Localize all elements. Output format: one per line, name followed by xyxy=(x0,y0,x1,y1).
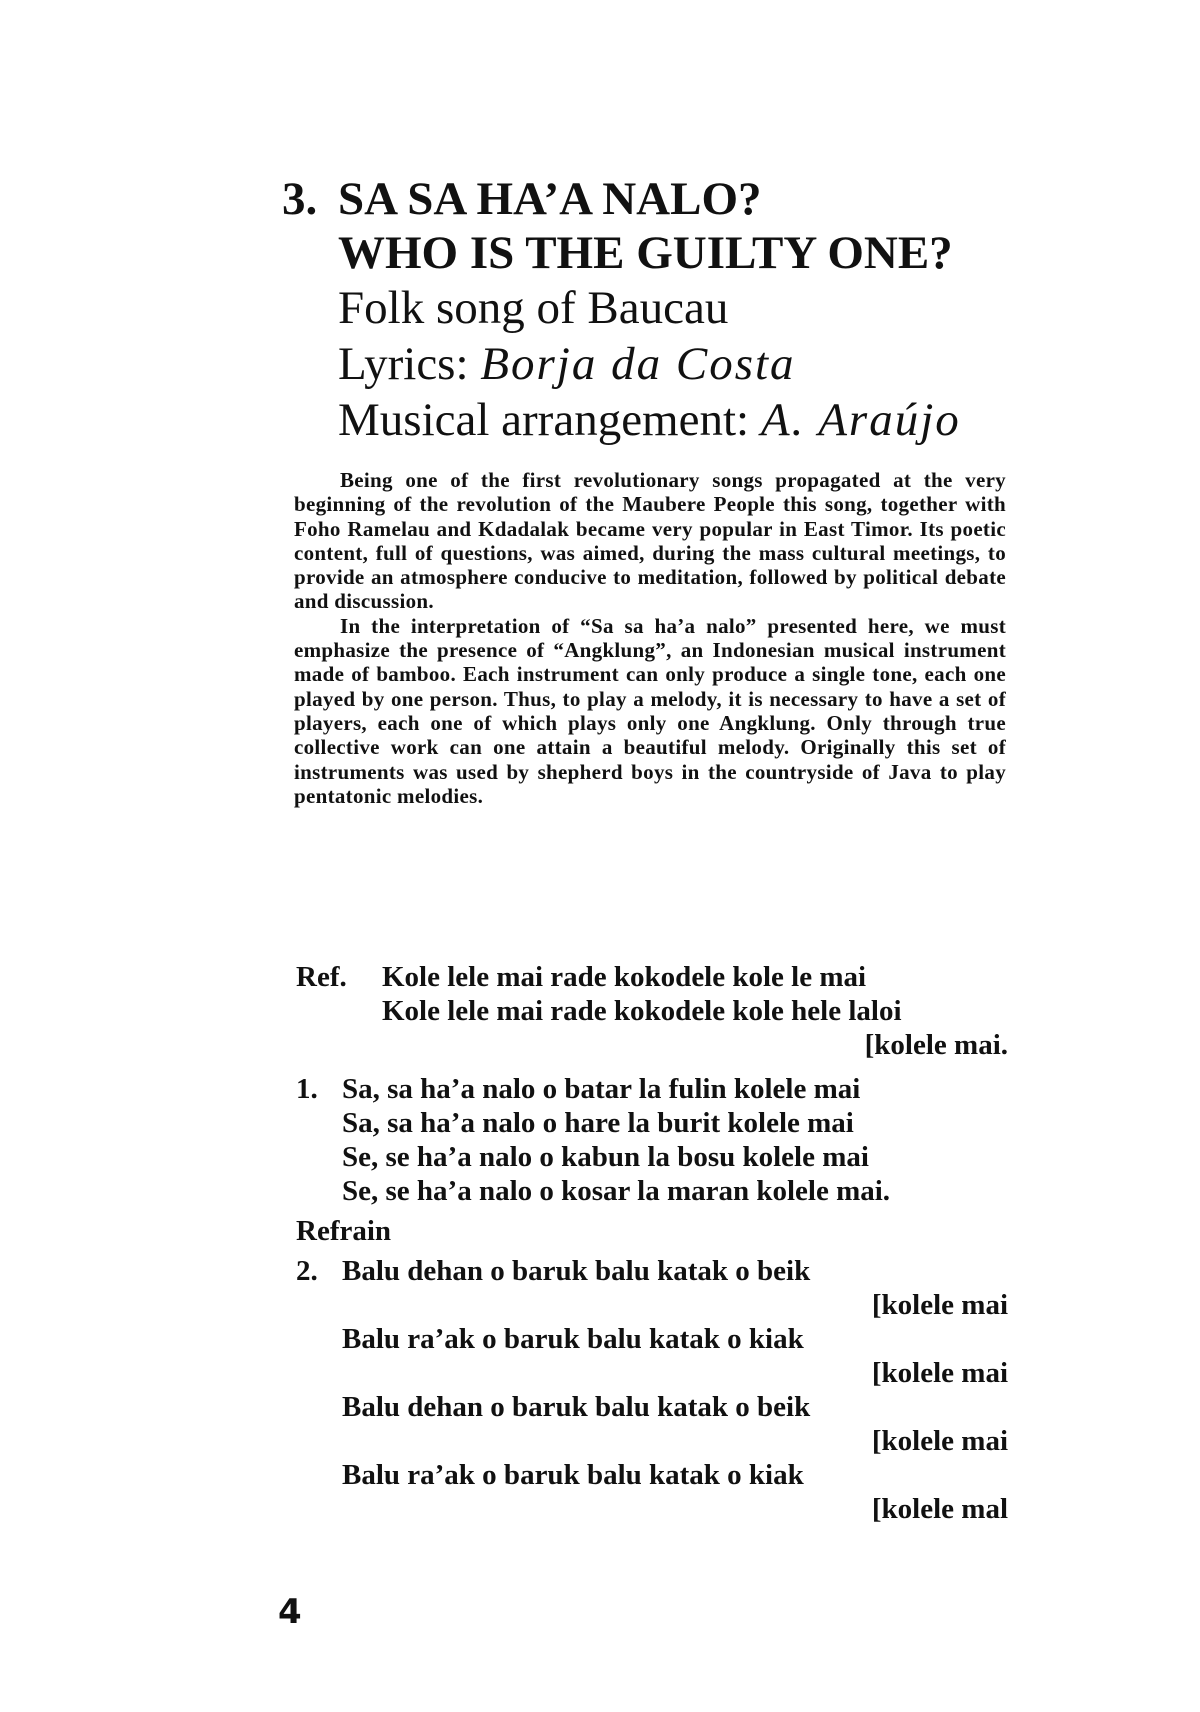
lyric-continuation: [kolele mal xyxy=(871,1493,1008,1525)
lyric-continuation: [kolele mai. xyxy=(864,1029,1008,1061)
song-origin: Folk song of Baucau xyxy=(338,282,729,334)
song-lyrics xyxy=(296,960,1008,1526)
lyric-line: Balu ra’ak o baruk balu katak o kiak xyxy=(342,1459,804,1491)
lyric-continuation: [kolele mai xyxy=(871,1357,1008,1389)
lyric-line: Sa, sa ha’a nalo o batar la fulin kolele mai xyxy=(342,1073,861,1105)
page-number: 4 xyxy=(278,1592,302,1632)
lyric-continuation: [kolele mai xyxy=(871,1425,1008,1457)
lyric-continuation: [kolele mai xyxy=(871,1289,1008,1321)
verse-2 xyxy=(296,1254,1008,1526)
verse-number: 1. xyxy=(296,1073,318,1105)
song-number: 3. xyxy=(282,173,318,225)
lyrics-credit-label: Lyrics: xyxy=(338,338,481,390)
lyric-line: Kole lele mai rade kokodele kole le mai xyxy=(382,961,867,993)
refrain-label: Ref. xyxy=(296,961,347,993)
lyric-line: Balu dehan o baruk balu katak o beik xyxy=(342,1391,811,1423)
arrangement-credit-author: A. Araújo xyxy=(760,394,961,446)
verse-number: 2. xyxy=(296,1255,318,1287)
refrain-block xyxy=(296,960,1008,1062)
refrain-marker: Refrain xyxy=(296,1215,392,1247)
lyric-line: Balu dehan o baruk balu katak o beik xyxy=(342,1255,811,1287)
song-heading xyxy=(282,172,1122,448)
lyrics-credit xyxy=(338,336,1122,392)
lyrics-credit-author: Borja da Costa xyxy=(480,338,796,390)
song-title-translation: WHO IS THE GUILTY ONE? xyxy=(338,227,953,279)
verse-1 xyxy=(296,1072,1008,1208)
intro-text xyxy=(294,468,1006,808)
song-title: SA SA HA’A NALO? xyxy=(338,173,762,225)
intro-paragraph: Being one of the first revolutionary songs propagated at the very beginning of the revolution of the Maubere People this song, together with Foho Ramelau and Kdadalak became very popular in East Timor. Its poetic content, full of questions, was aimed, during the mass cultural meetings, to provide an atmosphere conducive to meditation, followed by political debate and discussion. xyxy=(294,468,1006,614)
arrangement-credit-label: Musical arrangement: xyxy=(338,394,761,446)
lyric-line: Balu ra’ak o baruk balu katak o kiak xyxy=(342,1323,804,1355)
intro-paragraph: In the interpretation of “Sa sa ha’a nalo” presented here, we must emphasize the presence of “Angklung”, an Indonesian musical instrument made of bamboo. Each instrument can only produce a single tone, each one played by one person. Thus, to play a melody, it is necessary to have a set of players, each one of which plays only one Angklung. Only through true collective work can one attain a beautiful melody. Originally this set of instruments was used by shepherd boys in the countryside of Java to play pentatonic melodies. xyxy=(294,613,1006,808)
arrangement-credit xyxy=(338,392,1122,448)
lyric-line: Se, se ha’a nalo o kabun la bosu kolele mai xyxy=(342,1141,869,1173)
lyric-line: Sa, sa ha’a nalo o hare la burit kolele mai xyxy=(342,1107,854,1139)
lyric-line: Kole lele mai rade kokodele kole hele laloi xyxy=(382,995,902,1027)
lyric-line: Se, se ha’a nalo o kosar la maran kolele mai. xyxy=(342,1175,891,1207)
